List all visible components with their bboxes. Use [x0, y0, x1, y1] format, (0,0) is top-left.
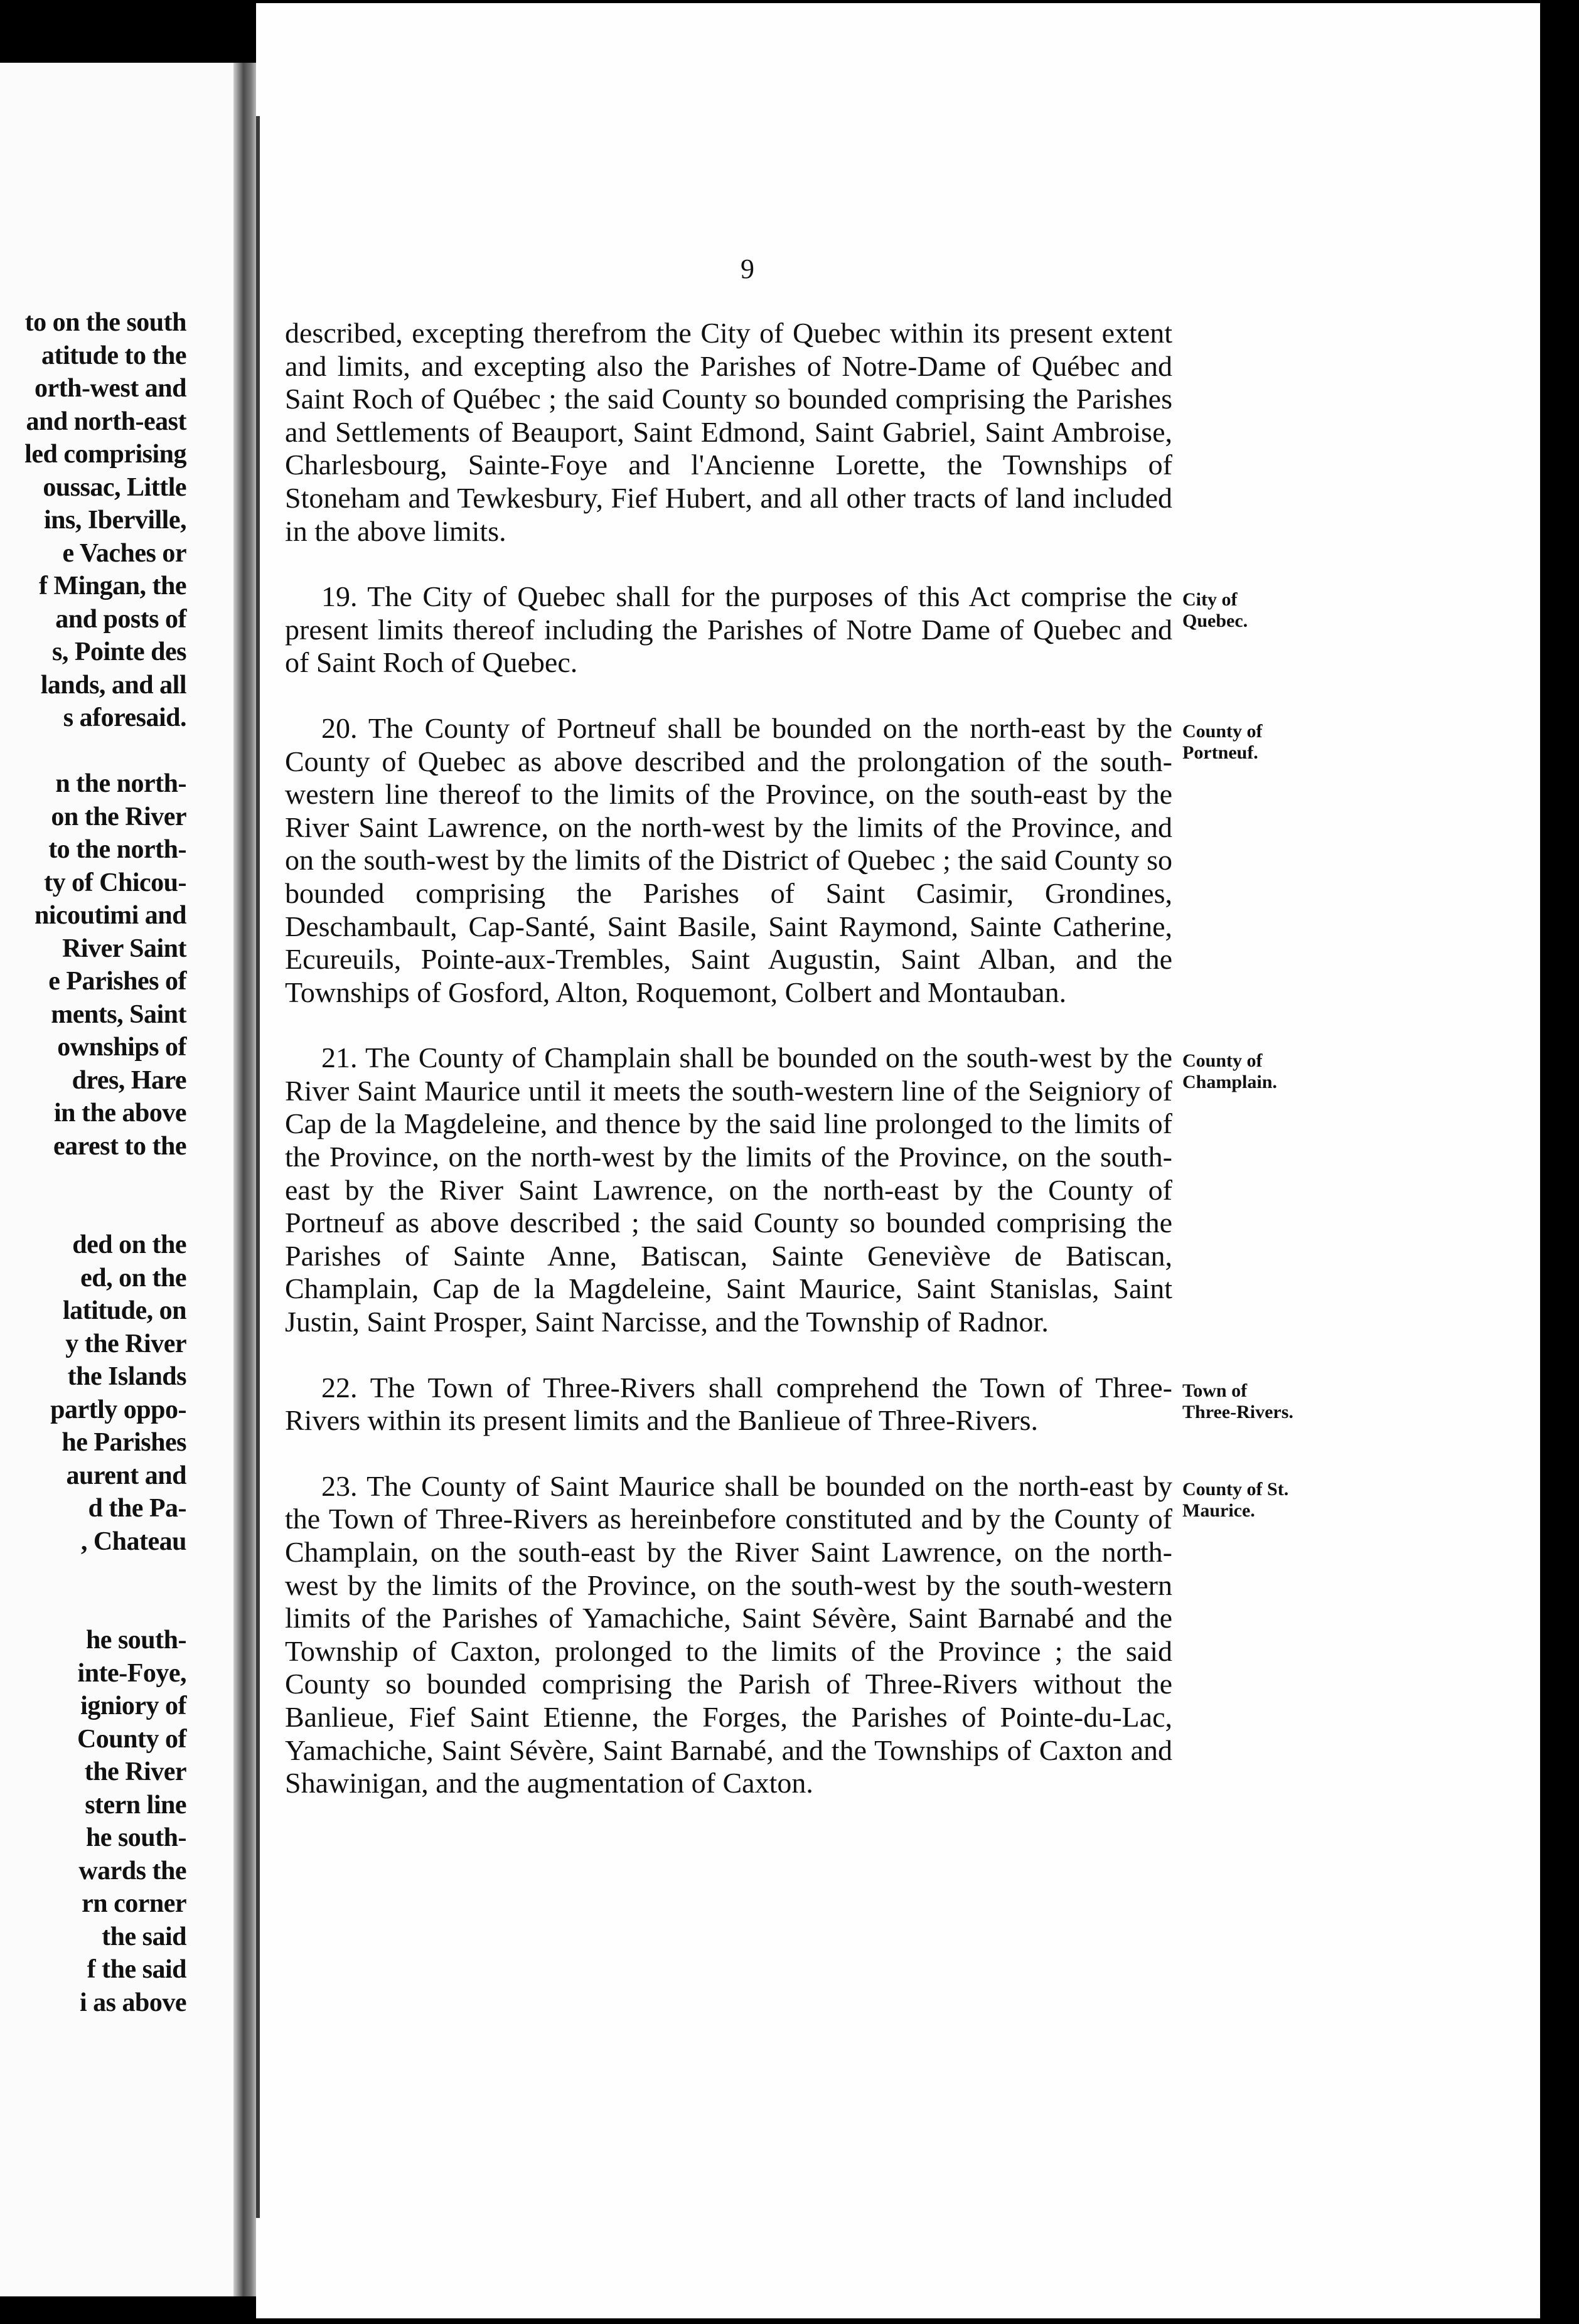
section-text [285, 1470, 1172, 1800]
section-body: The City of Quebec shall for the purposes of this Act comprise the present limits thereof including the Parishes of Notre Dame of Quebec and of Saint Roch of Quebec. [285, 580, 1172, 679]
section-text [285, 1042, 1172, 1338]
section-text [285, 580, 1172, 680]
section-body: The County of Champlain shall be bounded on the south-west by the River Saint Maurice until it meets the south-western line of the Seigniory of Cap de la Magdeleine, and thence by the said line prolonged to the limits of the Province, on the north-west by the limits of the Province, on the south-east by the River Saint Lawrence, on the north-east by the County of Portneuf as above described ; the said County so bounded comprising the Parishes of Sainte Anne, Batiscan, Sainte Geneviève de Batiscan, Champlain, Cap de la Magdeleine, Saint Maurice, Saint Stanislas, Saint Justin, Saint Prosper, Saint Narcisse, and the Township of Radnor. [285, 1042, 1172, 1338]
page [256, 3, 1540, 2318]
section-23 [285, 1469, 1289, 1800]
section-body: The County of Portneuf shall be bounded on the north-east by the County of Quebec as above described and the prolongation of the south-western line thereof to the limits of the Province, on the south-east by the River Saint Lawrence, on the north-west by the limits of the Province, and on the south-west by the limits of the District of Quebec ; the said County so bounded comprising the Parishes of Saint Casimir, Grondines, Deschambault, Cap-Santé, Saint Basile, Saint Raymond, Sainte Catherine, Ecureuils, Pointe-aux-Trembles, Saint Augustin, Saint Alban, and the Townships of Gosford, Alton, Roquemont, Colbert and Montauban. [285, 712, 1172, 1008]
section-19 [285, 580, 1248, 680]
continued-paragraph: described, excepting therefrom the City of Quebec within its present extent and limits, and excepting also the Parishes of Notre-Dame of Québec and Saint Roch of Québec ; the said County so bounded comprising the Parishes and Settlements of Beauport, Saint Edmond, Saint Gabriel, Saint Ambroise, Charlesbourg, Sainte-Foye and l'Ancienne Lorette, the Townships of Stoneham and Tewkesbury, Fief Hubert, and all other tracts of land included in the above limits. [285, 317, 1172, 547]
section-21 [285, 1042, 1277, 1338]
section-number: 19. [321, 580, 358, 613]
margin-note: Town of Three-Rivers. [1182, 1380, 1293, 1422]
page-body [285, 317, 1293, 1800]
section-body: The County of Saint Maurice shall be bounded on the north-east by the Town of Three-Rivers as hereinbefore constituted and by the County of Champlain, on the south-east by the River Saint Lawrence, on the north-west by the limits of the Province, on the south-west by the south-western limits of the Parishes of Yamachiche, Saint Sévère, Saint Barnabé and the Township of Caxton, prolonged to the limits of the Province ; the said County so bounded comprising the Parish of Three-Rivers without the Banlieue, Fief Saint Etienne, the Forges, the Parishes of Pointe-du-Lac, Yamachiche, Saint Sévère, Saint Barnabé, and the Townships of Caxton and Shawinigan, and the augmentation of Caxton. [285, 1469, 1173, 1799]
section-text [285, 1372, 1172, 1437]
section-number: 21. [321, 1042, 358, 1074]
margin-note: City of Quebec. [1182, 589, 1248, 632]
sections [285, 580, 1293, 1800]
page-number: 9 [741, 253, 754, 284]
section-20 [285, 712, 1263, 1009]
book-gutter [233, 63, 259, 2296]
section-number: 22. [321, 1371, 358, 1404]
section-number: 23. [321, 1469, 358, 1502]
margin-note: County of Portneuf. [1182, 720, 1263, 763]
margin-note: County of Champlain. [1182, 1050, 1277, 1093]
margin-note: County of St. Maurice. [1182, 1478, 1289, 1521]
facing-page-fragment [0, 63, 246, 2296]
page-edge-shadow [256, 116, 260, 2218]
section-text [285, 712, 1172, 1009]
section-body: The Town of Three-Rivers shall comprehend the Town of Three-Rivers within its present limits and the Banlieue of Three-Rivers. [285, 1371, 1172, 1437]
section-number: 20. [321, 712, 358, 744]
facing-page-text: to on the south atitude to the orth-west and and north-east led comprising oussac, Little ins, Iberville, e Vaches or f Mingan, the and posts of s, Pointe des lands, and all s aforesaid. n the north- on the River to the north- ty of Chicou- nicoutimi and River Saint e Parishes of ments, Saint ownships of dres, Hare in the above earest to the ded on the ed, on the latitude, on y the River the Islands partly oppo- he Parishes aurent and d the Pa- , Chateau he south- inte-Foye, igniory of County of the River stern line he south- wards the rn corner the said f the said i as above [24, 308, 186, 2017]
section-22 [285, 1371, 1293, 1437]
